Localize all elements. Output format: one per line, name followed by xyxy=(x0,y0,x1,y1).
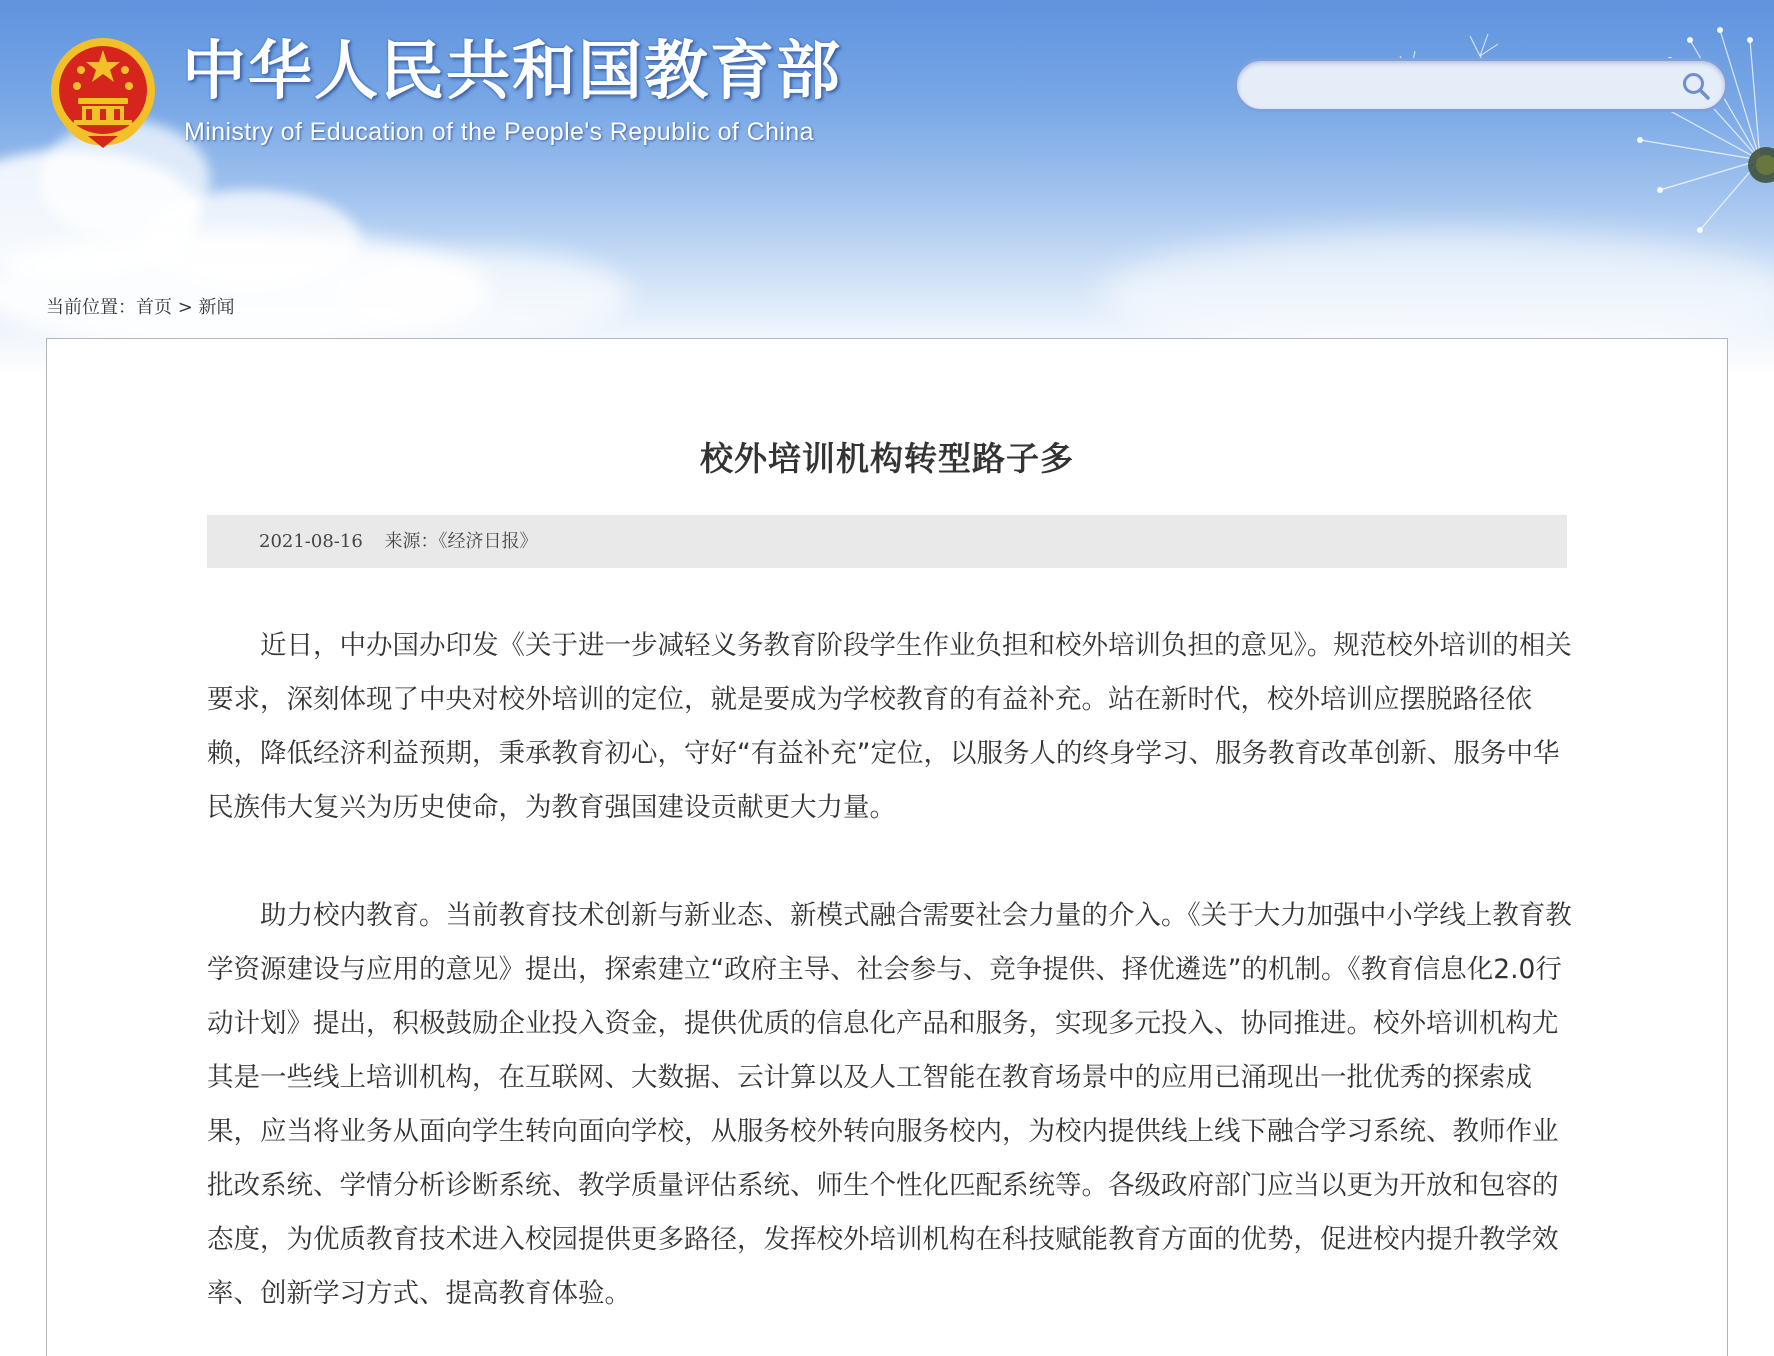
breadcrumb-prefix: 当前位置： xyxy=(46,297,136,318)
article-title: 校外培训机构转型路子多 xyxy=(700,439,1074,478)
breadcrumb-separator: > xyxy=(172,297,199,318)
article-date: 2021-08-16 xyxy=(259,531,363,552)
search-box xyxy=(1234,58,1728,112)
breadcrumb xyxy=(46,293,235,319)
search-input[interactable] xyxy=(1261,69,1661,101)
search-button[interactable] xyxy=(1677,67,1715,105)
national-emblem-icon xyxy=(48,36,158,148)
article-container xyxy=(46,338,1728,1356)
article-paragraph: 助力校内教育。当前教育技术创新与新业态、新模式融合需要社会力量的介入。《关于大力加强中小学线上教育教学资源建设与应用的意见》提出，探索建立“政府主导、社会参与、竞争提供、择优遴选”的机制。《教育信息化2.0行动计划》提出，积极鼓励企业投入资金，提供优质的信息化产品和服务，实现多元投入、协同推进。校外培训机构尤其是一些线上培训机构，在互联网、大数据、云计算以及人工智能在教育场景中的应用已涌现出一批优秀的探索成果，应当将业务从面向学生转向面向学校，从服务校外转向服务校内，为校内提供线上线下融合学习系统、教师作业批改系统、学情分析诊断系统、教学质量评估系统、师生个性化匹配系统等。各级政府部门应当以更为开放和包容的态度，为优质教育技术进入校园提供更多路径，发挥校外培训机构在科技赋能教育方面的优势，促进校内提升教学效率、创新学习方式、提高教育体验。 xyxy=(207,900,1572,1309)
site-title: 中华人民共和国教育部 xyxy=(182,35,842,109)
dandelion-decoration xyxy=(1560,0,1774,260)
breadcrumb-news-link[interactable]: 新闻 xyxy=(198,297,235,318)
cloud-decoration xyxy=(330,250,630,340)
breadcrumb-home-link[interactable]: 首页 xyxy=(136,297,172,318)
site-subtitle: Ministry of Education of the People's Republic of China xyxy=(184,118,814,146)
article-body xyxy=(207,619,1579,1356)
header-banner xyxy=(0,0,1774,380)
article-source: 《经济日报》 xyxy=(438,531,538,552)
article-meta-bar xyxy=(207,515,1567,568)
article-source-label: 来源： xyxy=(384,531,439,552)
search-icon xyxy=(1681,71,1711,101)
article-paragraph: 近日，中办国办印发《关于进一步减轻义务教育阶段学生作业负担和校外培训负担的意见》。规范校外培训的相关要求，深刻体现了中央对校外培训的定位，就是要成为学校教育的有益补充。站在新时代，校外培训应摆脱路径依赖，降低经济利益预期，秉承教育初心，守好“有益补充”定位，以服务人的终身学习、服务教育改革创新、服务中华民族伟大复兴为历史使命，为教育强国建设贡献更大力量。 xyxy=(207,630,1572,823)
